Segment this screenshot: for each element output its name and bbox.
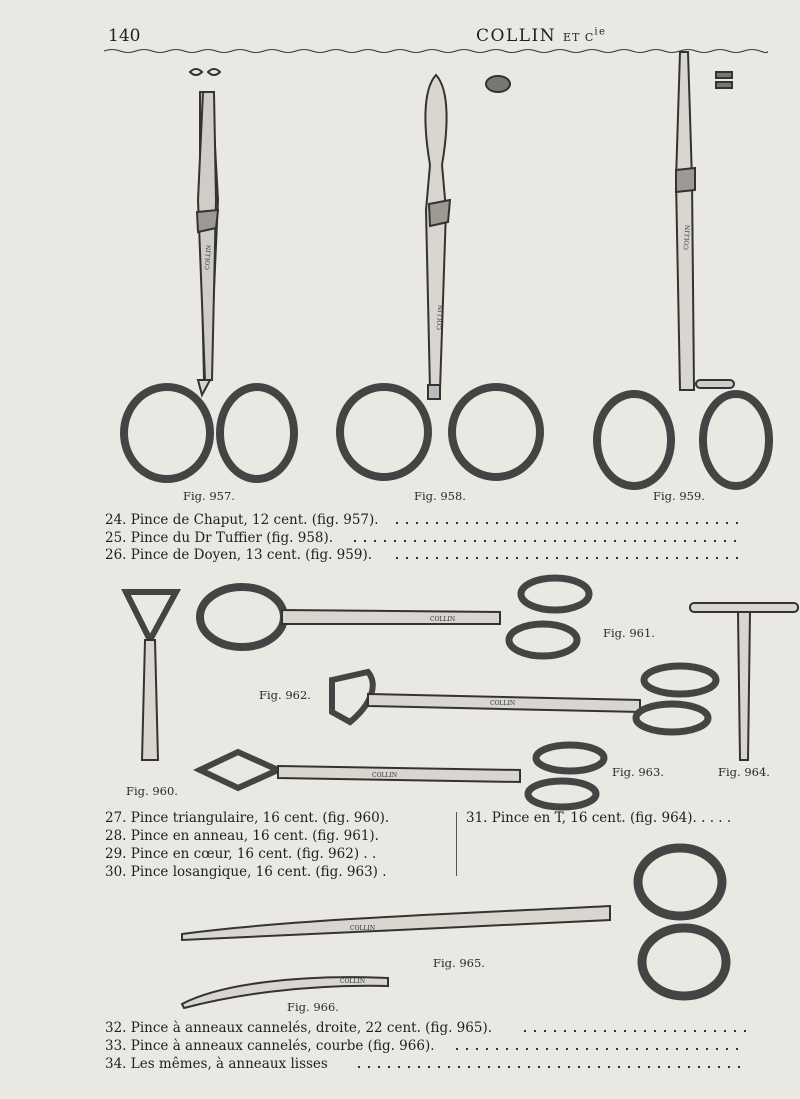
figure-label-962: Fig. 962. — [259, 688, 311, 702]
figure-label-964: Fig. 964. — [718, 765, 770, 779]
catalog-item-31: 31. Pince en T, 16 cent. (fig. 964). . . . . — [466, 810, 732, 826]
catalog-item-24: 24. Pince de Chaput, 12 cent. (fig. 957). — [105, 512, 379, 528]
leader-dots — [520, 1022, 746, 1036]
forceps-966-illustration — [182, 977, 388, 1008]
forceps-957-illustration — [124, 92, 294, 479]
engraved-mark-958: COLLIN — [436, 304, 445, 331]
catalog-item-27: 27. Pince triangulaire, 16 cent. (fig. 960). — [105, 810, 390, 826]
engraved-mark-962: COLLIN — [490, 700, 516, 707]
catalog-item-29: 29. Pince en cœur, 16 cent. (fig. 962) . . — [105, 846, 377, 862]
engraved-mark-963: COLLIN — [372, 772, 398, 779]
publisher-suffix-sup: ie — [594, 26, 607, 38]
figure-label-958: Fig. 958. — [414, 489, 466, 503]
column-divider — [456, 812, 457, 876]
forceps-959-illustration — [597, 52, 769, 486]
catalog-item-32: 32. Pince à anneaux cannelés, droite, 22 cent. (fig. 965). — [105, 1020, 492, 1036]
figure-label-959: Fig. 959. — [653, 489, 705, 503]
figure-label-963: Fig. 963. — [612, 765, 664, 779]
catalog-item-33: 33. Pince à anneaux cannelés, courbe (fig. 966). — [105, 1038, 435, 1054]
leader-dots — [392, 549, 738, 563]
forceps-962-illustration — [332, 666, 716, 732]
jaw-detail-icons — [190, 69, 732, 92]
engraved-mark-959: COLLIN — [683, 224, 692, 251]
figure-label-961: Fig. 961. — [603, 626, 655, 640]
catalog-item-26: 26. Pince de Doyen, 13 cent. (fig. 959). — [105, 547, 373, 563]
leader-dots — [452, 1040, 746, 1054]
publisher-suffix: ET C — [563, 31, 595, 44]
catalog-item-28: 28. Pince en anneau, 16 cent. (fig. 961). — [105, 828, 379, 844]
figure-label-960: Fig. 960. — [126, 784, 178, 798]
forceps-960-illustration — [126, 592, 176, 760]
forceps-958-illustration — [340, 75, 540, 477]
engraved-mark-961: COLLIN — [430, 616, 456, 623]
figure-label-965: Fig. 965. — [433, 956, 485, 970]
figure-label-966: Fig. 966. — [287, 1000, 339, 1014]
leader-dots — [350, 532, 738, 546]
catalog-item-34: 34. Les mêmes, à anneaux lisses — [105, 1056, 328, 1072]
catalog-item-30: 30. Pince losangique, 16 cent. (fig. 963) . — [105, 864, 387, 880]
page-number: 140 — [108, 26, 141, 46]
engraved-mark-966: COLLIN — [340, 978, 366, 985]
publisher-name: COLLIN — [476, 26, 557, 46]
leader-dots — [392, 514, 738, 528]
forceps-961-illustration — [200, 578, 589, 656]
engraved-mark-957: COLLIN — [204, 244, 213, 271]
catalog-item-25: 25. Pince du Dr Tuffier (fig. 958). — [105, 530, 334, 546]
engraved-mark-965: COLLIN — [350, 925, 376, 932]
forceps-963-illustration — [200, 745, 604, 807]
figure-label-957: Fig. 957. — [183, 489, 235, 503]
leader-dots — [354, 1058, 746, 1072]
